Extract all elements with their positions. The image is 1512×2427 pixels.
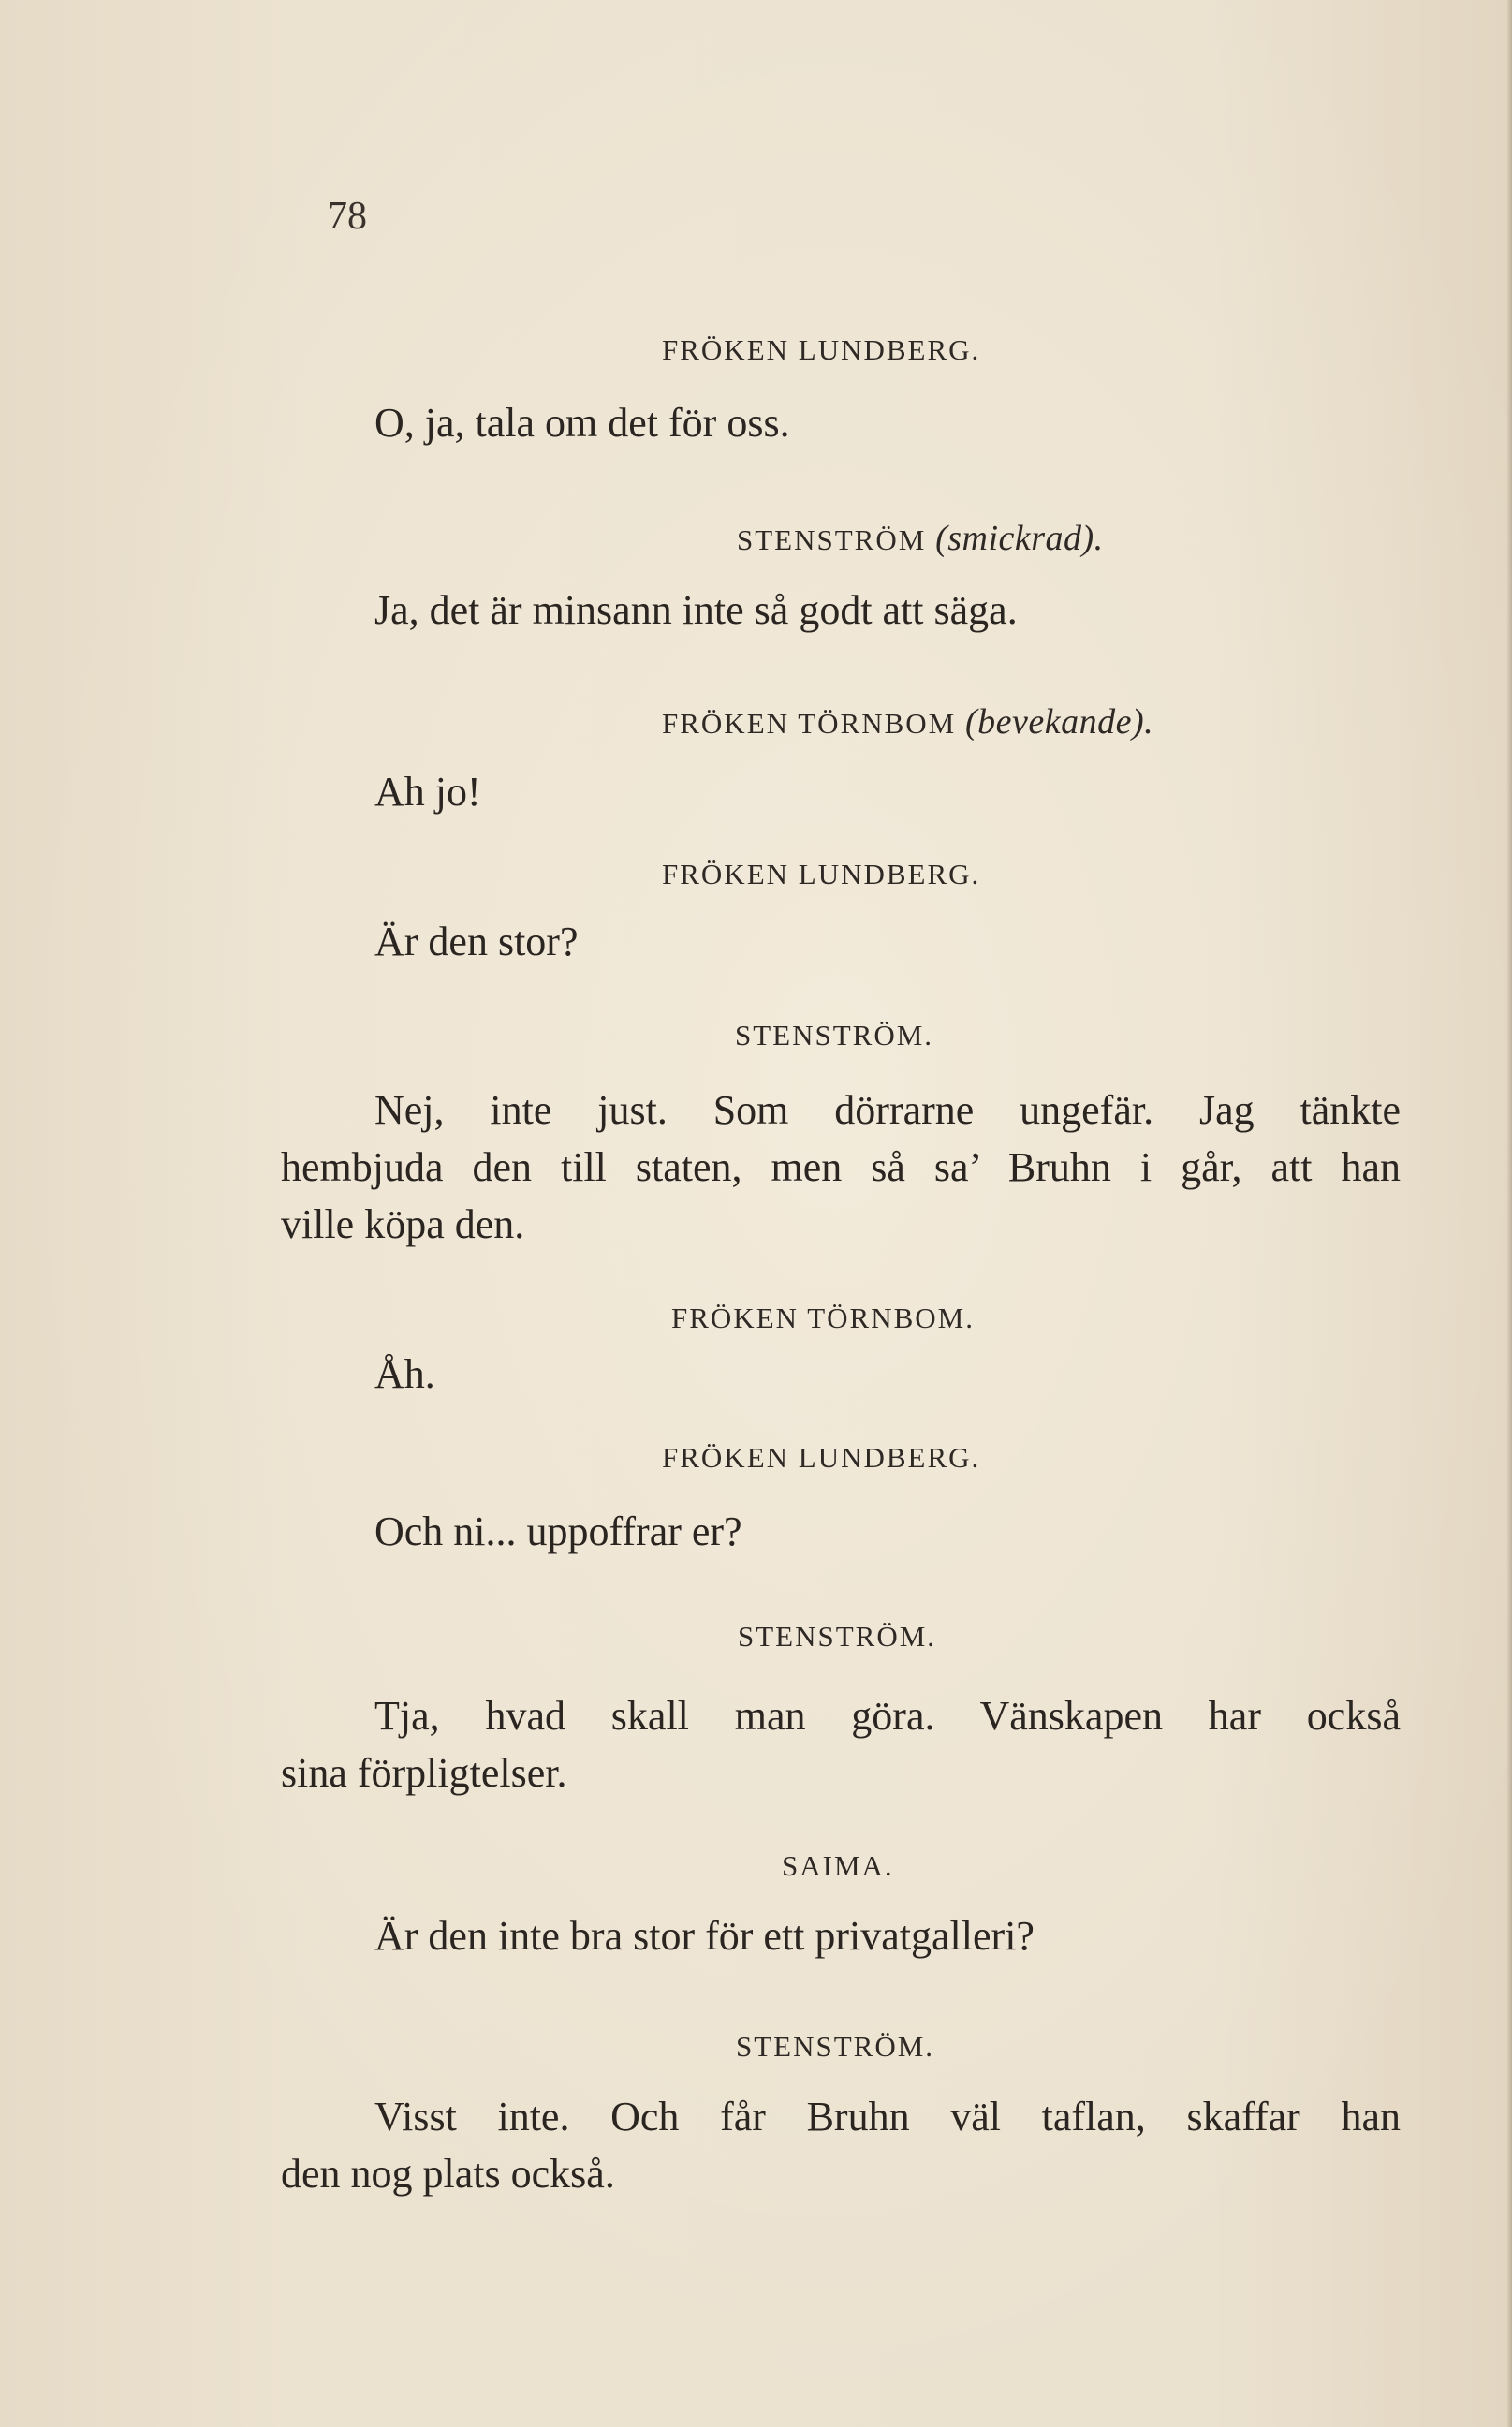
speaker-label: FRÖKEN LUNDBERG.	[662, 333, 981, 366]
dialogue-line: Är den stor?	[374, 919, 579, 964]
speaker-label: FRÖKEN TÖRNBOM	[662, 707, 957, 740]
dialogue-line: Visst inte. Och får Bruhn väl taflan, skaffar han	[374, 2094, 1401, 2140]
stage-direction: (smickrad).	[935, 519, 1104, 558]
dialogue-line: den nog plats också.	[281, 2151, 615, 2197]
speaker-name	[735, 1021, 933, 1050]
speaker-label: FRÖKEN LUNDBERG.	[662, 1441, 981, 1474]
dialogue-line: sina förpligtelser.	[281, 1750, 567, 1796]
stage-direction: (bevekande).	[964, 702, 1154, 742]
dialogue-line: O, ja, tala om det för oss.	[374, 400, 790, 446]
dialogue-line: hembjuda den till staten, men så sa’ Bruhn i går, att han	[281, 1144, 1401, 1190]
speaker-name	[662, 704, 1153, 740]
speaker-name	[662, 335, 980, 364]
dialogue-line: Är den inte bra stor för ett privatgalleri?	[374, 1913, 1035, 1959]
speaker-label: STENSTRÖM.	[736, 2030, 935, 2063]
dialogue-line: Tja, hvad skall man göra. Vänskapen har också	[374, 1693, 1401, 1739]
dialogue-line: Ah jo!	[374, 769, 481, 815]
speaker-name	[662, 860, 980, 889]
page-number: 78	[328, 195, 367, 238]
dialogue-paragraph	[281, 1687, 1401, 1802]
dialogue-line: Åh.	[374, 1351, 435, 1397]
speaker-label: STENSTRÖM	[737, 523, 927, 556]
speaker-name	[736, 2032, 934, 2061]
dialogue-line: Och ni... uppoffrar er?	[374, 1508, 742, 1554]
speaker-label: SAIMA.	[782, 1849, 894, 1882]
speaker-name	[662, 1443, 980, 1472]
dialogue-line: ville köpa den.	[281, 1201, 525, 1247]
dialogue-paragraph	[281, 1081, 1401, 1253]
speaker-name	[782, 1851, 894, 1880]
dialogue-paragraph	[281, 2088, 1401, 2202]
speaker-label: FRÖKEN TÖRNBOM.	[671, 1302, 975, 1334]
page-edge-shadow	[1506, 0, 1512, 2427]
dialogue-line: Ja, det är minsann inte så godt att säga.	[374, 587, 1018, 633]
speaker-label: STENSTRÖM.	[738, 1620, 937, 1653]
speaker-label: STENSTRÖM.	[735, 1019, 934, 1052]
dialogue-line: Nej, inte just. Som dörrarne ungefär. Jag tänkte	[374, 1087, 1401, 1133]
speaker-label: FRÖKEN LUNDBERG.	[662, 858, 981, 890]
speaker-name	[671, 1303, 975, 1332]
speaker-name	[738, 1622, 936, 1651]
speaker-name	[737, 521, 1104, 556]
